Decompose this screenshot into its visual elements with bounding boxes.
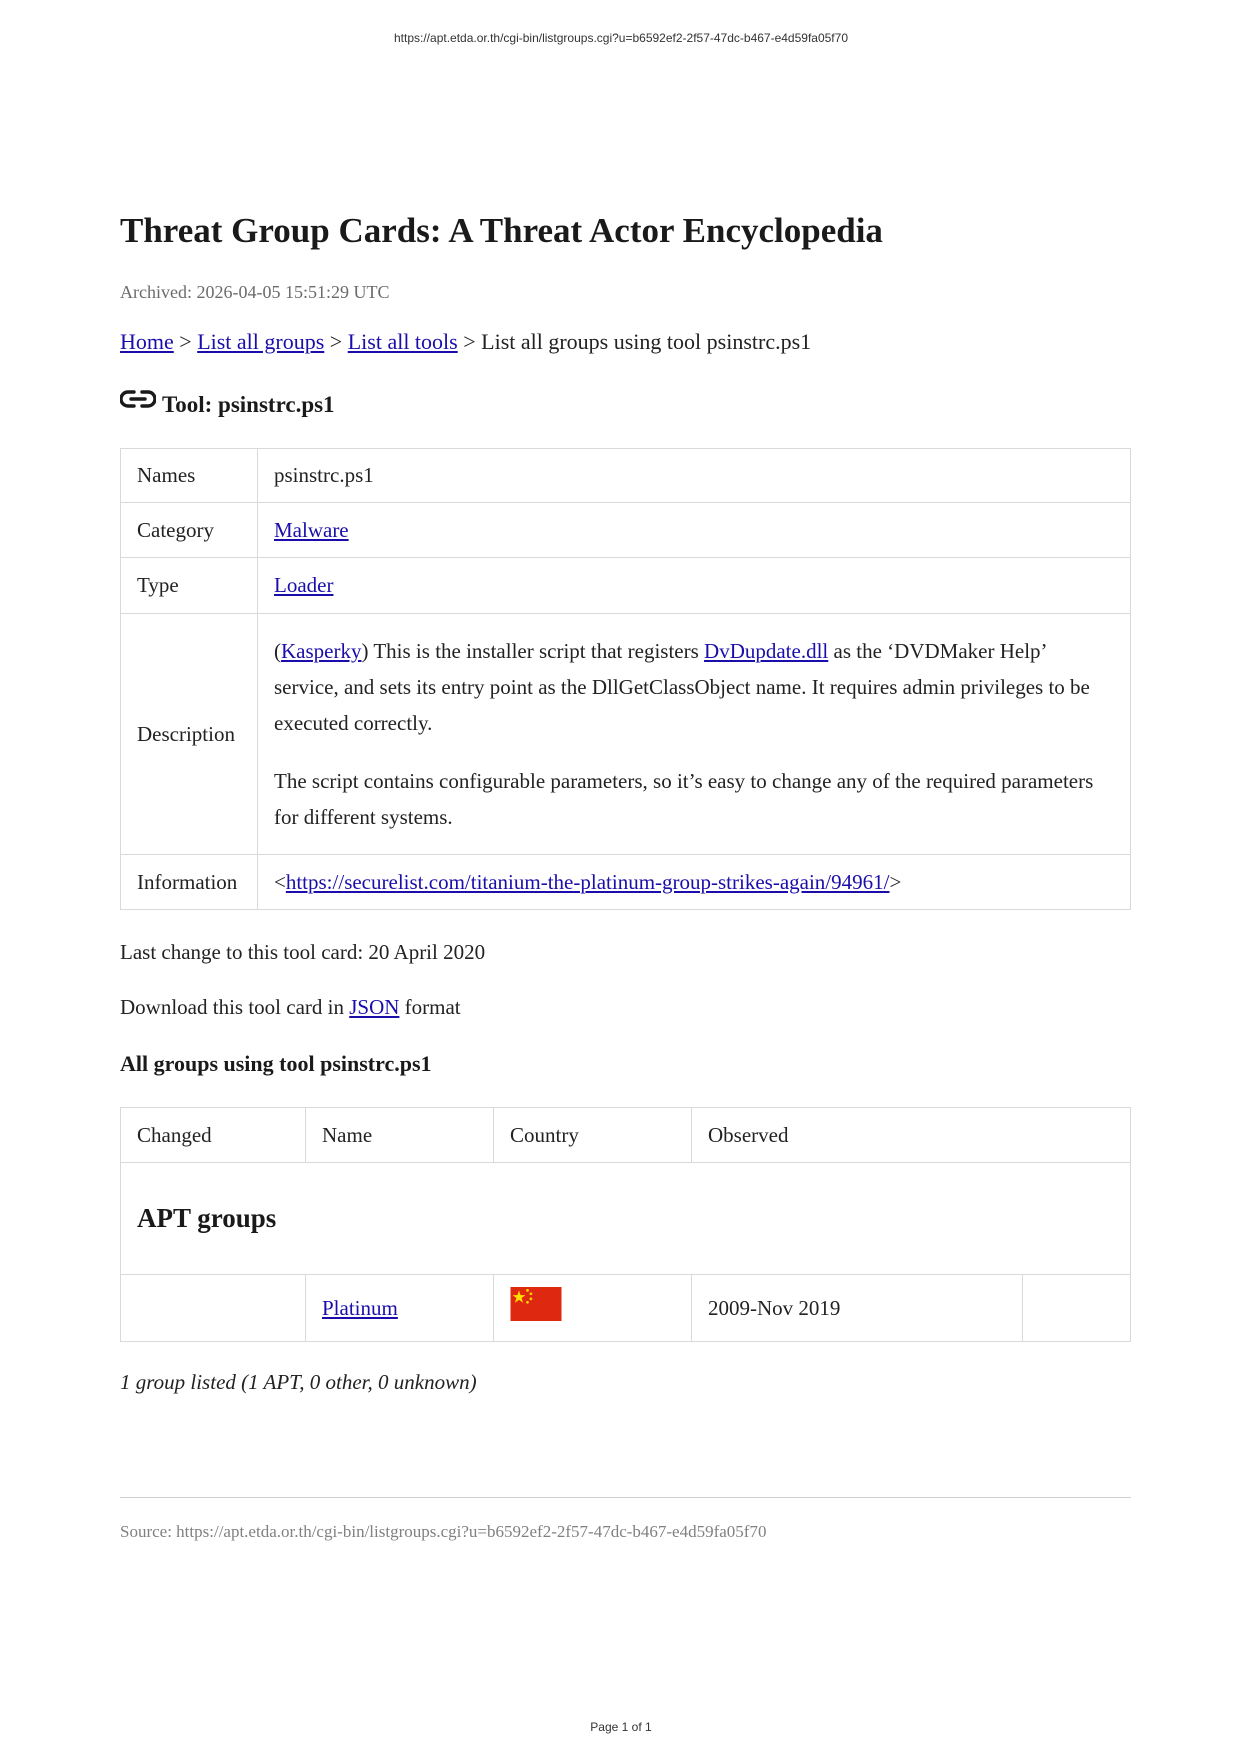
- information-label: Information: [121, 855, 258, 910]
- breadcrumb-home-link[interactable]: Home: [120, 329, 174, 354]
- source-url: Source: https://apt.etda.or.th/cgi-bin/listgroups.cgi?u=b6592ef2-2f57-47dc-b467-e4d59fa05f70: [120, 1522, 767, 1541]
- archived-timestamp: Archived: 2026-04-05 15:51:29 UTC: [120, 282, 390, 302]
- table-header-row: [121, 1108, 1131, 1163]
- download-prefix: Download this tool card in: [120, 995, 350, 1019]
- observed-cell: 2009-Nov 2019: [692, 1275, 1023, 1342]
- breadcrumb-separator: >: [463, 329, 476, 354]
- table-row: [121, 503, 1131, 558]
- groups-summary: 1 group listed (1 APT, 0 other, 0 unknown): [120, 1370, 477, 1394]
- securelist-link[interactable]: https://securelist.com/titanium-the-platinum-group-strikes-again/94961/: [285, 869, 890, 894]
- column-header-country: Country: [494, 1108, 692, 1163]
- main-content: [120, 210, 1131, 1395]
- table-row: [121, 449, 1131, 503]
- extra-cell: [1023, 1275, 1131, 1342]
- last-change-text: Last change to this tool card: 20 April 2020: [120, 940, 486, 964]
- json-download-link[interactable]: JSON: [349, 995, 400, 1019]
- breadcrumb-groups-link[interactable]: List all groups: [197, 329, 325, 354]
- angle-open: <: [274, 869, 286, 894]
- description-paragraph-2: The script contains configurable parameters, so it’s easy to change any of the required parameters for different systems.: [274, 769, 1094, 829]
- groups-table: [120, 1107, 1131, 1342]
- column-header-observed: Observed: [692, 1108, 1131, 1163]
- section-title: APT groups: [137, 1203, 277, 1233]
- column-header-changed: Changed: [121, 1108, 306, 1163]
- link-icon: [120, 388, 156, 410]
- platinum-group-link[interactable]: Platinum: [322, 1295, 398, 1320]
- description-text: as the ‘DVDMaker Help’ service, and sets its entry point as the DllGetClassObject name. It requires admin privileges to be executed correctly.: [274, 639, 1090, 735]
- column-header-name: Name: [306, 1108, 494, 1163]
- download-suffix: format: [399, 995, 461, 1019]
- name-cell: [306, 1275, 494, 1342]
- page-number: Page 1 of 1: [590, 1720, 652, 1734]
- print-header-url: https://apt.etda.or.th/cgi-bin/listgroups.cgi?u=b6592ef2-2f57-47dc-b467-e4d59fa05f70: [394, 31, 848, 45]
- names-value: psinstrc.ps1: [258, 449, 1131, 503]
- tool-heading: [120, 388, 1131, 418]
- type-cell: [258, 558, 1131, 614]
- category-label: Category: [121, 503, 258, 558]
- breadcrumb: [120, 329, 1131, 355]
- breadcrumb-separator: >: [179, 329, 192, 354]
- country-cell: [494, 1275, 692, 1342]
- breadcrumb-current: List all groups using tool psinstrc.ps1: [481, 329, 812, 354]
- description-cell: [258, 614, 1131, 855]
- download-line: [120, 995, 1131, 1020]
- dvdupdate-dll-link[interactable]: DvDupdate.dll: [704, 639, 829, 663]
- tool-info-table: [120, 448, 1131, 910]
- section-cell: [121, 1163, 1131, 1275]
- table-row: [121, 1275, 1131, 1342]
- changed-cell: [121, 1275, 306, 1342]
- description-label: Description: [121, 614, 258, 855]
- type-link[interactable]: Loader: [274, 573, 334, 597]
- names-label: Names: [121, 449, 258, 503]
- page-title: Threat Group Cards: A Threat Actor Encyclopedia: [120, 211, 883, 250]
- breadcrumb-separator: >: [329, 329, 343, 354]
- angle-close: >: [889, 869, 902, 894]
- table-row: [121, 614, 1131, 855]
- description-paragraph: [274, 633, 1114, 741]
- table-row: [121, 558, 1131, 614]
- paren-text: (: [274, 639, 281, 663]
- section-row: [121, 1163, 1131, 1275]
- table-row: [121, 855, 1131, 910]
- type-label: Type: [121, 558, 258, 614]
- information-cell: [258, 855, 1131, 910]
- footer-divider: [120, 1497, 1131, 1498]
- breadcrumb-tools-link[interactable]: List all tools: [347, 329, 458, 354]
- groups-heading: All groups using tool psinstrc.ps1: [120, 1051, 432, 1076]
- china-flag-icon: [510, 1287, 562, 1321]
- category-cell: [258, 503, 1131, 558]
- description-text: ) This is the installer script that registers: [361, 639, 705, 663]
- tool-title: Tool: psinstrc.ps1: [162, 392, 335, 417]
- category-link[interactable]: Malware: [274, 517, 349, 542]
- kasperky-source-link[interactable]: Kasperky: [281, 639, 362, 663]
